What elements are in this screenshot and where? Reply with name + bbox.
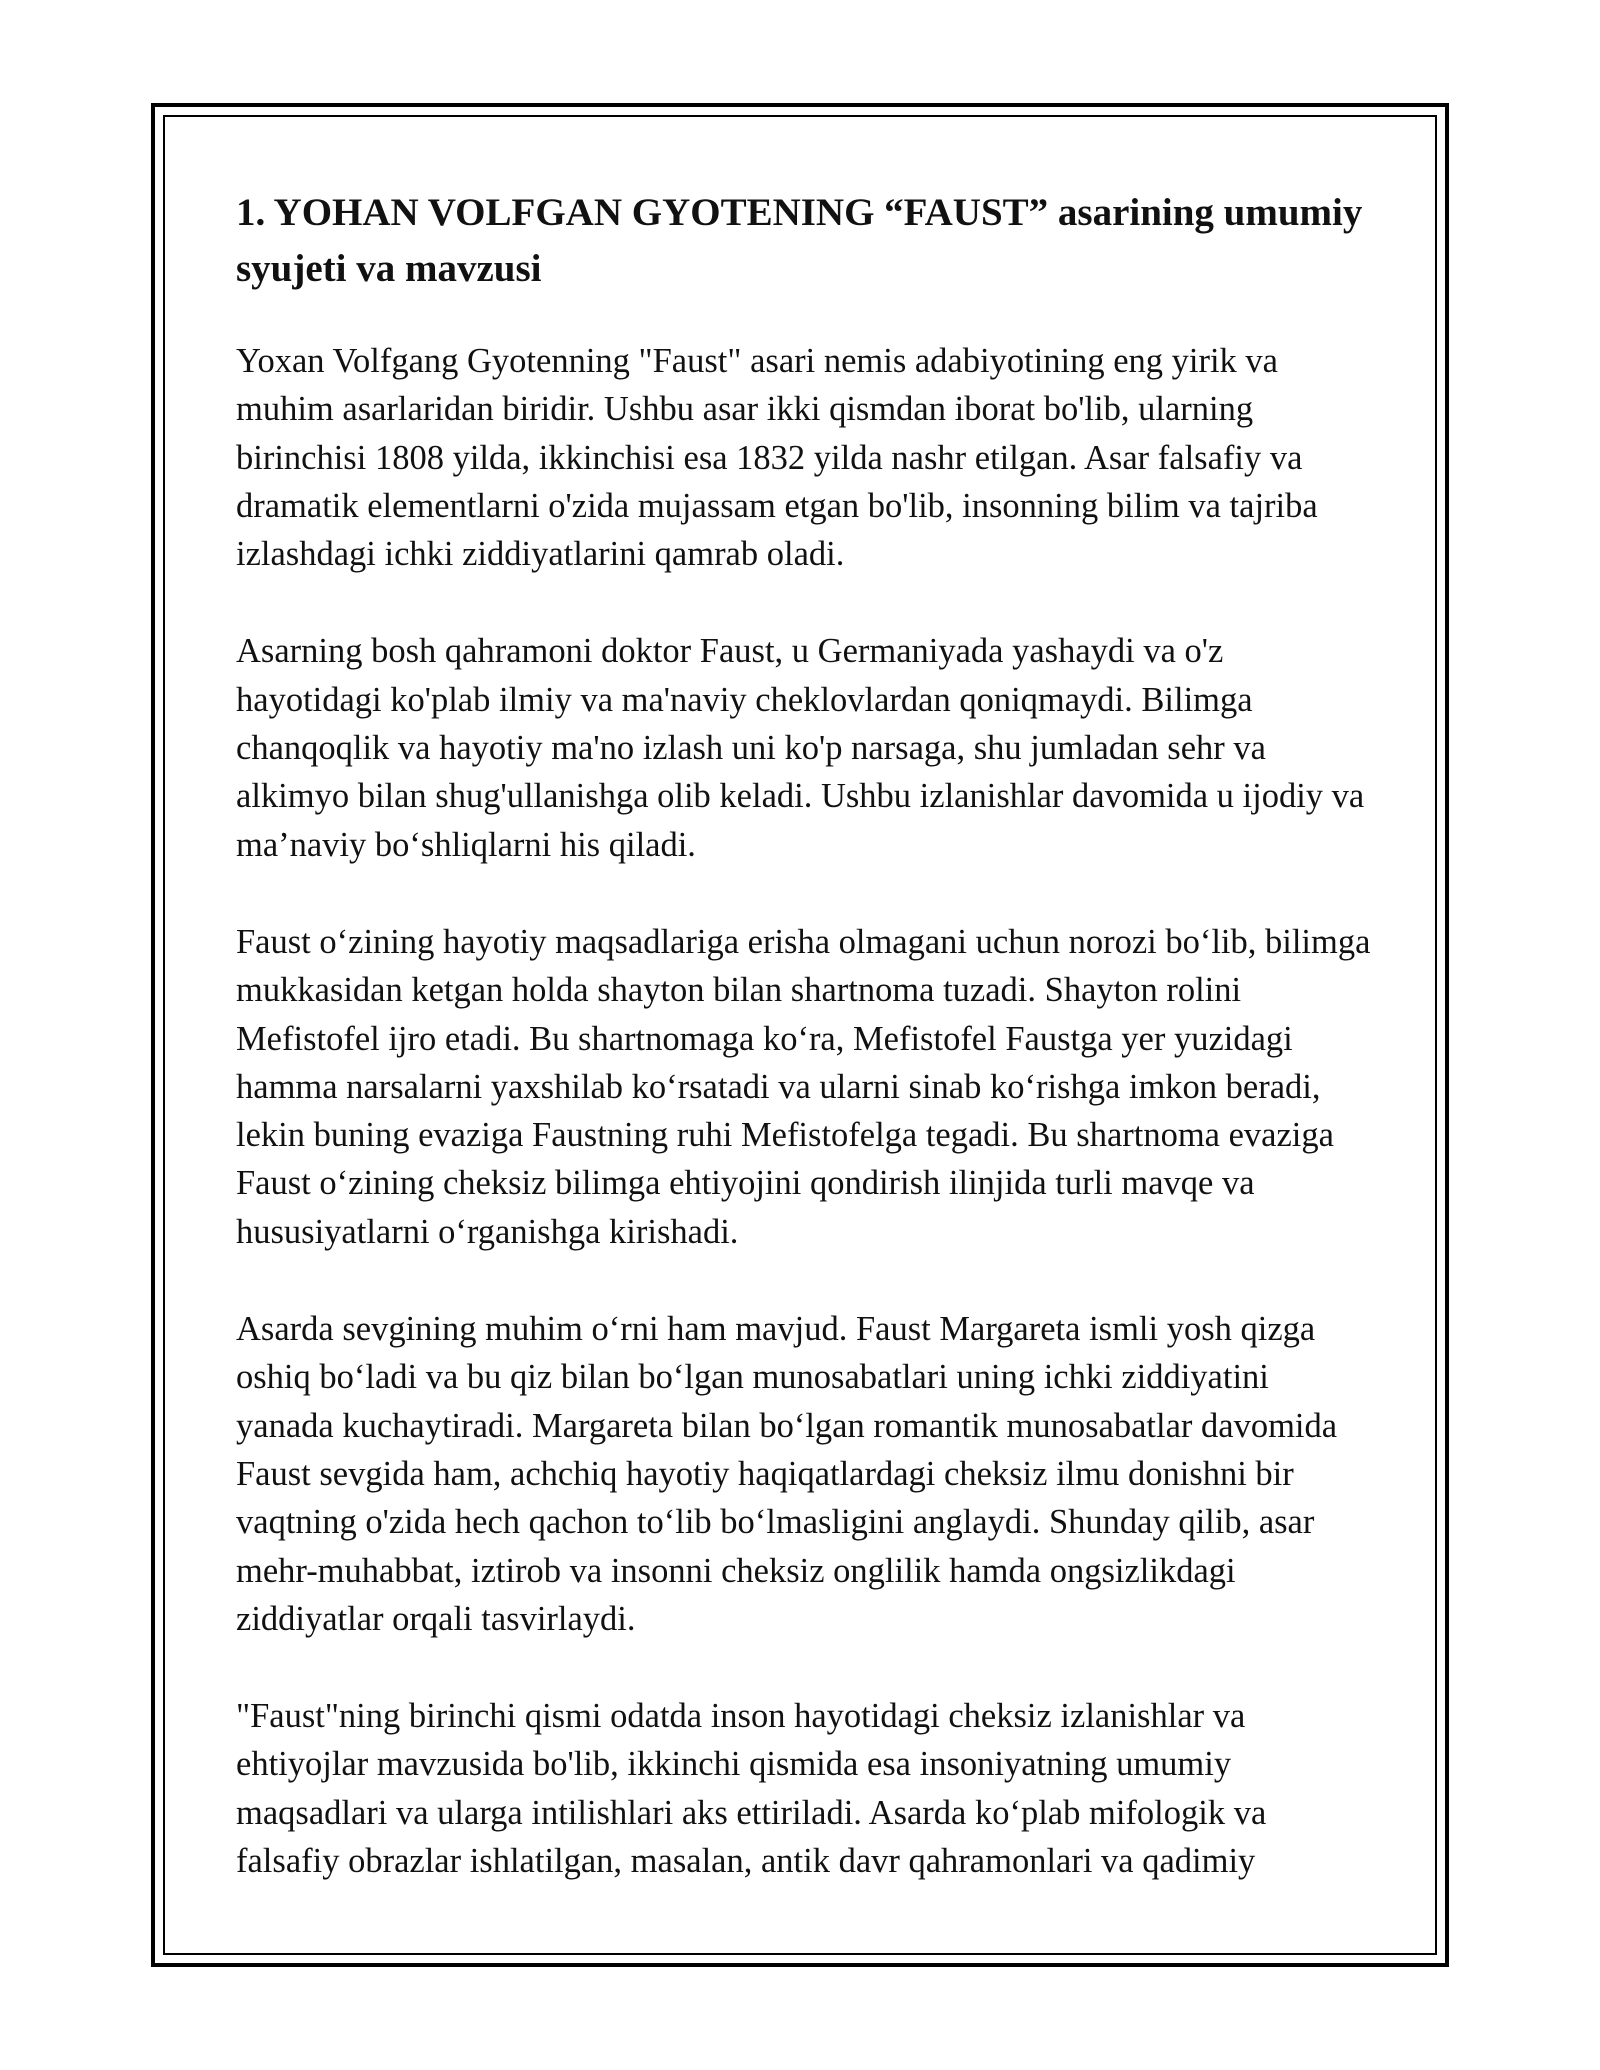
page-title: 1. YOHAN VOLFGAN GYOTENING “FAUST” asarining umumiy syujeti va mavzusi xyxy=(236,191,1363,290)
paragraph-contract: Faust o‘zining hayotiy maqsadlariga erisha olmagani uchun norozi bo‘lib, bilimga mukkasidan ketgan holda shayton bilan shartnoma tuzadi. Shayton rolini Mefistofel ijro etadi. Bu shartnomaga ko‘ra, Mefistofel Faustga yer yuzidagi hamma narsalarni yaxshilab ko‘rsatadi va ularni sinab ko‘rishga imkon beradi, lekin buning evaziga Faustning ruhi Mefistofelga tegadi. Bu shartnoma evaziga Faust o‘zining cheksiz bilimga ehtiyojini qondirish ilinjida turli mavqe va hususiyatlarni o‘rganishga kirishadi. xyxy=(236,922,1371,1251)
paragraph-protagonist: Asarning bosh qahramoni doktor Faust, u Germaniyada yashaydi va o'z hayotidagi ko'plab ilmiy va ma'naviy cheklovlardan qoniqmaydi. Bilimga chanqoqlik va hayotiy ma'no izlash uni ko'p narsaga, shu jumladan sehr va alkimyo bilan shug'ullanishga olib keladi. Ushbu izlanishlar davomida u ijodiy va ma’naviy bo‘shliqlarni his qiladi. xyxy=(236,632,1365,864)
paragraph-intro: Yoxan Volfgang Gyotenning "Faust" asari nemis adabiyotining eng yirik va muhim asarlaridan biridir. Ushbu asar ikki qismdan iborat bo'lib, ularning birinchisi 1808 yilda, ikkinchisi esa 1832 yilda nashr etilgan. Asar falsafiy va dramatik elementlarni o'zida mujassam etgan bo'lib, insonning bilim va tajriba izlashdagi ichki ziddiyatlarini qamrab oladi. xyxy=(236,342,1318,574)
paragraph-love: Asarda sevgining muhim o‘rni ham mavjud. Faust Margareta ismli yosh qizga oshiq bo‘ladi va bu qiz bilan bo‘lgan munosabatlari uning ichki ziddiyatini yanada kuchaytiradi. Margareta bilan bo‘lgan romantik munosabatlar davomida Faust sevgida ham, achchiq hayotiy haqiqatlardagi cheksiz ilmu donishni bir vaqtning o'zida hech qachon to‘lib bo‘lmasligini anglaydi. Shunday qilib, asar mehr-muhabbat, iztirob va insonni cheksiz onglilik hamda ongsizlikdagi ziddiyatlar orqali tasvirlaydi. xyxy=(236,1310,1338,1638)
paragraph-parts: "Faust"ning birinchi qismi odatda inson hayotidagi cheksiz izlanishlar va ehtiyojlar mavzusida bo'lib, ikkinchi qismida esa insoniyatning umumiy maqsadlari va ularga intilishlari aks ettiriladi. Asarda ko‘plab mifologik va falsafiy obrazlar ishlatilgan, masalan, antik davr qahramonlari va qadimiy xyxy=(236,1697,1267,1881)
document-body xyxy=(236,185,1371,1934)
